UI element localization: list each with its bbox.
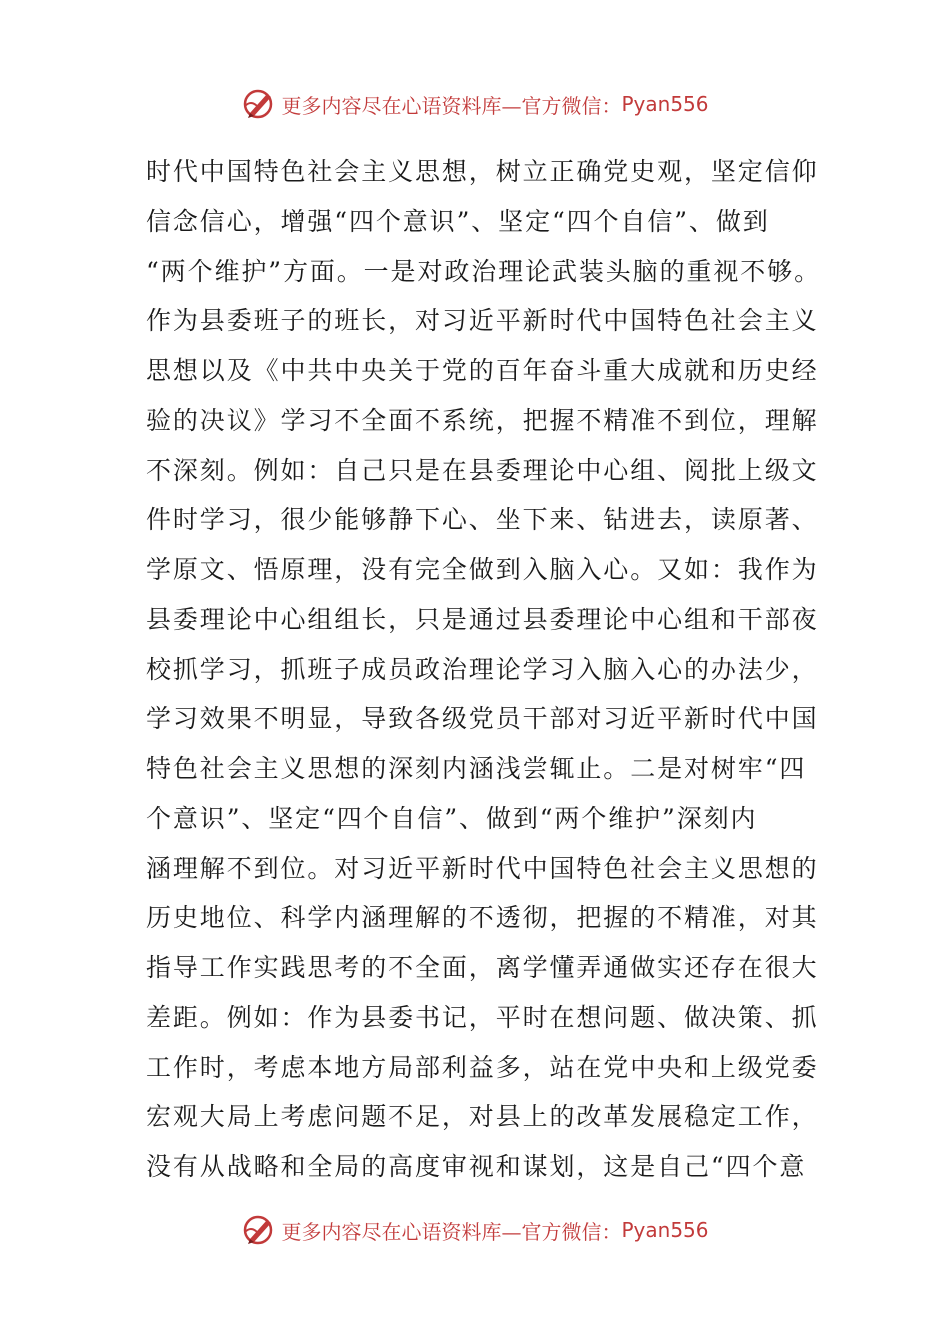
text-line: 校抓学习，抓班子成员政治理论学习入脑入心的办法少， [146, 654, 819, 684]
footer-banner [0, 1208, 950, 1252]
text-line: 不深刻。例如：自己只是在县委理论中心组、阅批上级文 [146, 455, 819, 485]
text-line: 个意识”、坚定“四个自信”、做到“两个维护”深刻内 [146, 803, 758, 833]
header-banner-handle: Pyan556 [621, 92, 709, 116]
text-line: 工作时，考虑本地方局部利益多，站在党中央和上级党委 [146, 1052, 819, 1082]
text-line: 作为县委班子的班长，对习近平新时代中国特色社会主义 [146, 306, 819, 336]
text-line: 验的决议》学习不全面不系统，把握不精准不到位，理解 [146, 405, 819, 435]
document-body [146, 147, 821, 1192]
text-line: 宏观大局上考虑问题不足，对县上的改革发展稳定工作， [146, 1102, 819, 1132]
text-line: 学原文、悟原理，没有完全做到入脑入心。又如：我作为 [146, 555, 819, 584]
text-line: 思想以及《中共中央关于党的百年奋斗重大成就和历史经 [146, 356, 819, 385]
text-line: 件时学习，很少能够静下心、坐下来、钻进去，读原著、 [146, 505, 819, 535]
text-line: 没有从战略和全局的高度审视和谋划，这是自己“四个意 [146, 1152, 807, 1181]
footer-banner-handle: Pyan556 [621, 1218, 709, 1242]
footer-banner-text: 更多内容尽在心语资料库—官方微信： [281, 1219, 622, 1244]
text-line: “两个维护”方面。一是对政治理论武装头脑的重视不够。 [146, 256, 821, 286]
pen-circle-logo-icon [241, 1212, 277, 1248]
text-line: 县委理论中心组组长，只是通过县委理论中心组和干部夜 [146, 604, 819, 634]
text-line: 涵理解不到位。对习近平新时代中国特色社会主义思想的 [146, 853, 819, 883]
text-line: 指导工作实践思考的不全面，离学懂弄通做实还存在很大 [146, 953, 819, 982]
text-line: 信念信心，增强“四个意识”、坚定“四个自信”、做到 [146, 206, 770, 236]
header-banner [0, 82, 950, 126]
header-banner-text: 更多内容尽在心语资料库—官方微信： [281, 93, 622, 118]
text-line: 学习效果不明显，导致各级党员干部对习近平新时代中国 [146, 704, 819, 734]
text-line: 历史地位、科学内涵理解的不透彻，把握的不精准，对其 [146, 903, 819, 933]
text-line: 差距。例如：作为县委书记，平时在想问题、做决策、抓 [146, 1002, 819, 1032]
text-line: 时代中国特色社会主义思想，树立正确党史观，坚定信仰 [146, 157, 819, 186]
pen-circle-logo-icon [241, 86, 277, 122]
text-line: 特色社会主义思想的深刻内涵浅尝辄止。二是对树牢“四 [146, 754, 807, 783]
